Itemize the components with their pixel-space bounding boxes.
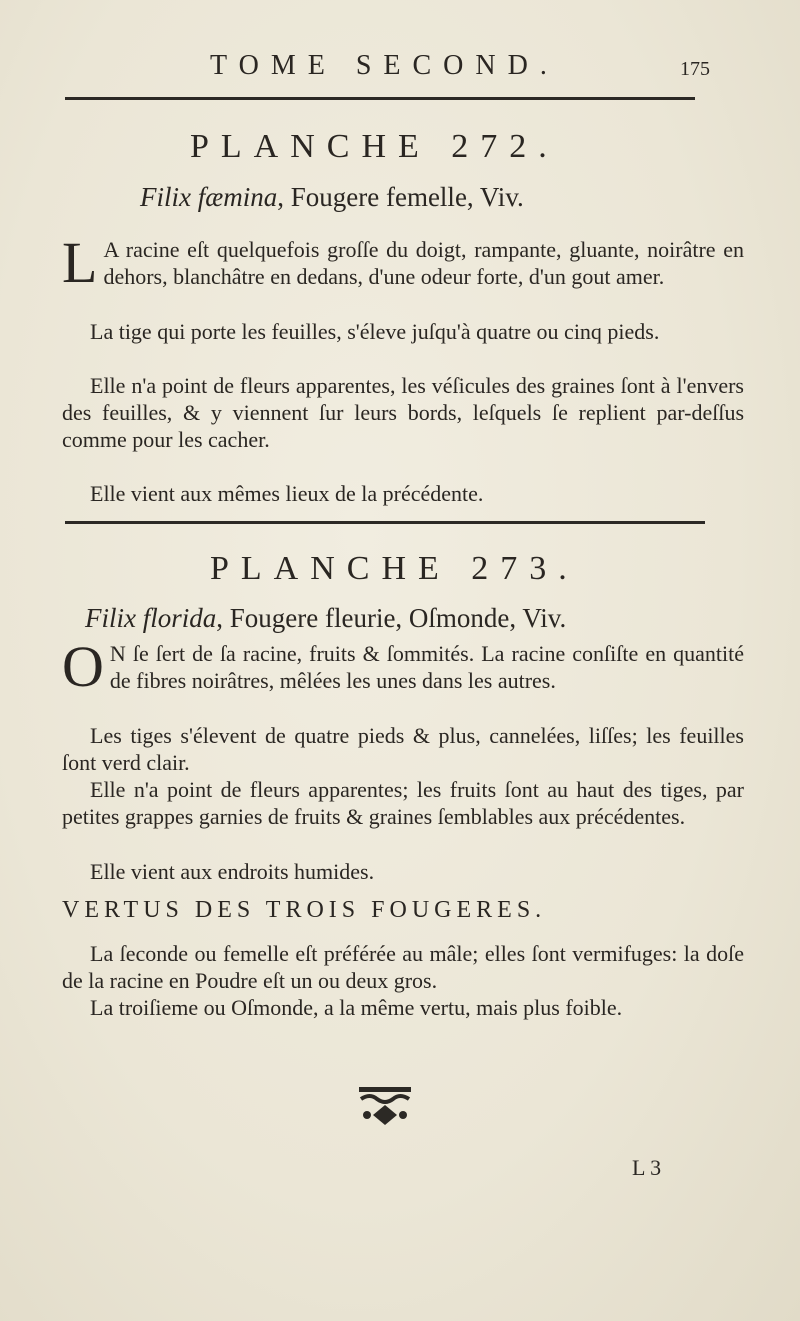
plate-273-dropcap: O [62,634,104,699]
running-head: TOME SECOND. [210,50,559,81]
plate-273-paragraph-1: O N ſe ſert de ſa racine, fruits & ſommités. La racine conſiſte en quantité de fibres noirâtres, mêlées les unes dans les autres. [62,634,744,699]
plate-272-subtitle [140,182,524,213]
plate-272-title: PLANCHE 272. [190,128,559,165]
plate-272-dropcap: L [62,230,98,295]
plate-272-paragraph-2: La tige qui porte les feuilles, s'éleve juſqu'à quatre ou cinq pieds. [90,319,660,344]
plate-273-latin-name: Filix florida [85,603,217,633]
plate-273-title: PLANCHE 273. [210,550,579,587]
plate-273-paragraph-2: Les tiges s'élevent de quatre pieds & plus, cannelées, liſſes; les feuilles ſont verd clair. [62,723,744,775]
vertus-paragraph-1: La ſeconde ou femelle eſt préférée au mâle; elles ſont vermifuges: la doſe de la racine en Poudre eſt un ou deux gros. [62,941,744,993]
page-header [0,50,800,90]
vertus-heading: VERTUS DES TROIS FOUGERES. [62,897,547,923]
plate-273-paragraph-4: Elle vient aux endroits humides. [90,859,375,884]
plate-272-paragraph-1: L A racine eſt quelquefois groſſe du doigt, rampante, gluante, noirâtre en dehors, blanchâtre en dedans, d'une odeur forte, d'un gout amer. [62,230,744,295]
plate-273-paragraph-3: Elle n'a point de fleurs apparentes; les fruits ſont au haut des tiges, par petites grappes garnies de fruits & graines ſemblables aux précédentes. [62,777,744,829]
plate-272-latin-name: Filix fæmina [140,182,278,212]
catchword: L 3 [632,1155,662,1180]
vertus-paragraph-2: La troiſieme ou Oſmonde, a la même vertu, mais plus foible. [90,995,623,1020]
printer-ornament-icon [355,1085,415,1130]
section-rule [65,521,705,524]
page-number: 175 [680,58,710,80]
plate-273-common-name: , Fougere fleurie, Oſmonde, Viv. [216,603,567,633]
plate-272-common-name: , Fougere femelle, Viv. [277,182,524,212]
plate-272-paragraph-3: Elle n'a point de fleurs apparentes, les véſicules des graines ſont à l'envers des feuilles, & y viennent ſur leurs bords, leſquels ſe replient par-deſſus comme pour les cacher. [62,373,744,452]
header-rule [65,97,695,100]
plate-273-subtitle [85,603,566,634]
plate-272-paragraph-4: Elle vient aux mêmes lieux de la précédente. [90,481,484,506]
